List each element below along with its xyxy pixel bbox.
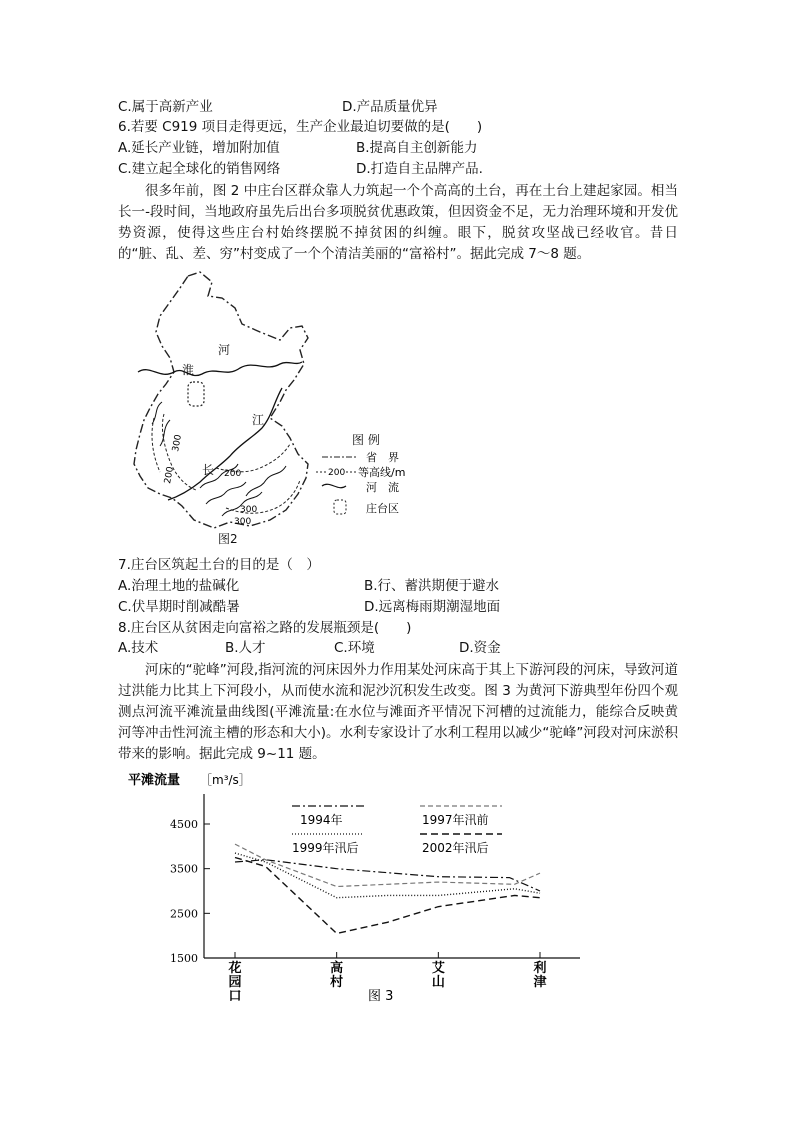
q6-option-d: D.打造自主品牌产品.	[356, 161, 483, 177]
province-boundary	[134, 272, 308, 528]
series-line-0	[235, 860, 540, 891]
x-tick-label: 高村	[330, 961, 344, 990]
chart-caption: 图 3	[368, 989, 394, 1004]
legend-boundary: 省 界	[366, 451, 399, 464]
legend-1997: 1997年汛前	[422, 813, 489, 827]
tributary-2	[206, 482, 246, 504]
label-jiang: 江	[252, 413, 265, 427]
zhuangtai-area	[188, 382, 204, 406]
legend-river: 河 流	[366, 481, 399, 494]
label-huai: 淮	[182, 363, 195, 377]
q7-option-a: A.治理土地的盐碱化	[118, 578, 240, 594]
passage-zhuangtai	[118, 181, 678, 265]
q7-option-b: B.行、蓄洪期便于避水	[364, 578, 500, 594]
x-tick-label: 艾山	[431, 961, 445, 990]
passage-tuofeng	[118, 660, 678, 765]
map-figure-2	[130, 268, 420, 548]
series-line-2	[235, 853, 540, 898]
contour-300-west	[152, 418, 160, 472]
y-tick-label: 1500	[170, 952, 198, 965]
legend-area: 庄台区	[366, 502, 399, 515]
chart-ylabel: 平滩流量	[128, 773, 181, 788]
q8-option-a: A.技术	[118, 640, 159, 656]
legend-1994: 1994年	[300, 813, 343, 827]
label-contour-200a: 200	[224, 469, 242, 479]
x-tick-label: 利津	[533, 961, 547, 990]
q6-option-c: C.建立起全球化的销售网络	[118, 161, 281, 177]
legend-1999: 1999年汛后	[292, 841, 359, 855]
q6-stem: 6.若要 C919 项目走得更远，生产企业最迫切要做的是( )	[118, 119, 483, 135]
huai-river	[138, 362, 302, 376]
x-tick-label: 花园口	[228, 961, 242, 1004]
q5-option-c: C.属于高新产业	[118, 99, 213, 115]
q7-option-c: C.伏旱期时削减酷暑	[118, 599, 240, 615]
legend-area-symbol	[334, 500, 346, 514]
legend-river-symbol	[322, 484, 346, 487]
legend-contour-value: 200	[328, 468, 346, 478]
q6-option-a: A.延长产业链，增加附加值	[118, 140, 280, 156]
label-contour-200b: 200	[163, 465, 176, 485]
chart-figure-3	[120, 770, 590, 1010]
q8-stem: 8.庄台区从贫困走向富裕之路的发展瓶颈是( )	[118, 620, 412, 636]
y-tick-label: 2500	[170, 907, 198, 921]
q7-stem: 7.庄台区筑起土台的目的是（ ）	[118, 557, 320, 573]
chart-yunit: ［m³/s］	[200, 773, 251, 787]
y-tick-label: 3500	[170, 862, 198, 876]
series-line-1	[235, 844, 540, 886]
figure-2-caption: 图2	[218, 532, 238, 546]
q8-option-b: B.人才	[225, 640, 266, 656]
q5-option-d: D.产品质量优异	[342, 99, 438, 115]
label-contour-300a: 300	[171, 433, 184, 453]
y-tick-label: 4500	[170, 818, 198, 831]
label-contour-300b: 300	[240, 505, 258, 515]
label-he: 河	[218, 343, 231, 357]
legend-title: 图 例	[352, 433, 380, 447]
passage-tuofeng-text: 河床的“驼峰”河段,指河流的河床因外力作用某处河床高于其上下游河段的河床，导致河道过洪能力比其上下河段小，从而使水流和泥沙沉积发生改变。图 3 为黄河下游典型年份四个观测点河流平滩流量曲线图(平滩流量:在水位与滩面齐平情况下河槽的过流能力，能综合反映黄河等冲击性河流主槽的形态和大小)。水利专家设计了水利工程用以减少“驼峰”河段对河床淤积带来的影响。据此完成 9~11 题。	[118, 662, 678, 762]
q6-option-b: B.提高自主创新能力	[356, 140, 478, 156]
q7-option-d: D.远离梅雨期潮湿地面	[364, 599, 501, 615]
legend-2002: 2002年汛后	[422, 841, 489, 855]
tributary-6	[160, 420, 170, 446]
q8-option-d: D.资金	[459, 640, 501, 656]
passage-zhuangtai-text: 很多年前，图 2 中庄台区群众靠人力筑起一个个高高的土台，再在土台上建起家园。相当长一-段时间，当地政府虽先后出台多项脱贫优惠政策，但因资金不足，无力治理环境和开发优势资源，使得这些庄台村始终摆脱不掉贫困的纠缠。眼下，脱贫攻坚战已经收官。昔日的“脏、乱、差、穷”村变成了一个个清洁美丽的“富裕村”。据此完成 7～8 题。	[118, 183, 678, 262]
legend-contour: 等高线/m	[358, 466, 406, 479]
label-chang: 长	[202, 463, 215, 477]
q8-option-c: C.环境	[334, 640, 375, 656]
label-contour-300c: 300	[234, 517, 252, 527]
